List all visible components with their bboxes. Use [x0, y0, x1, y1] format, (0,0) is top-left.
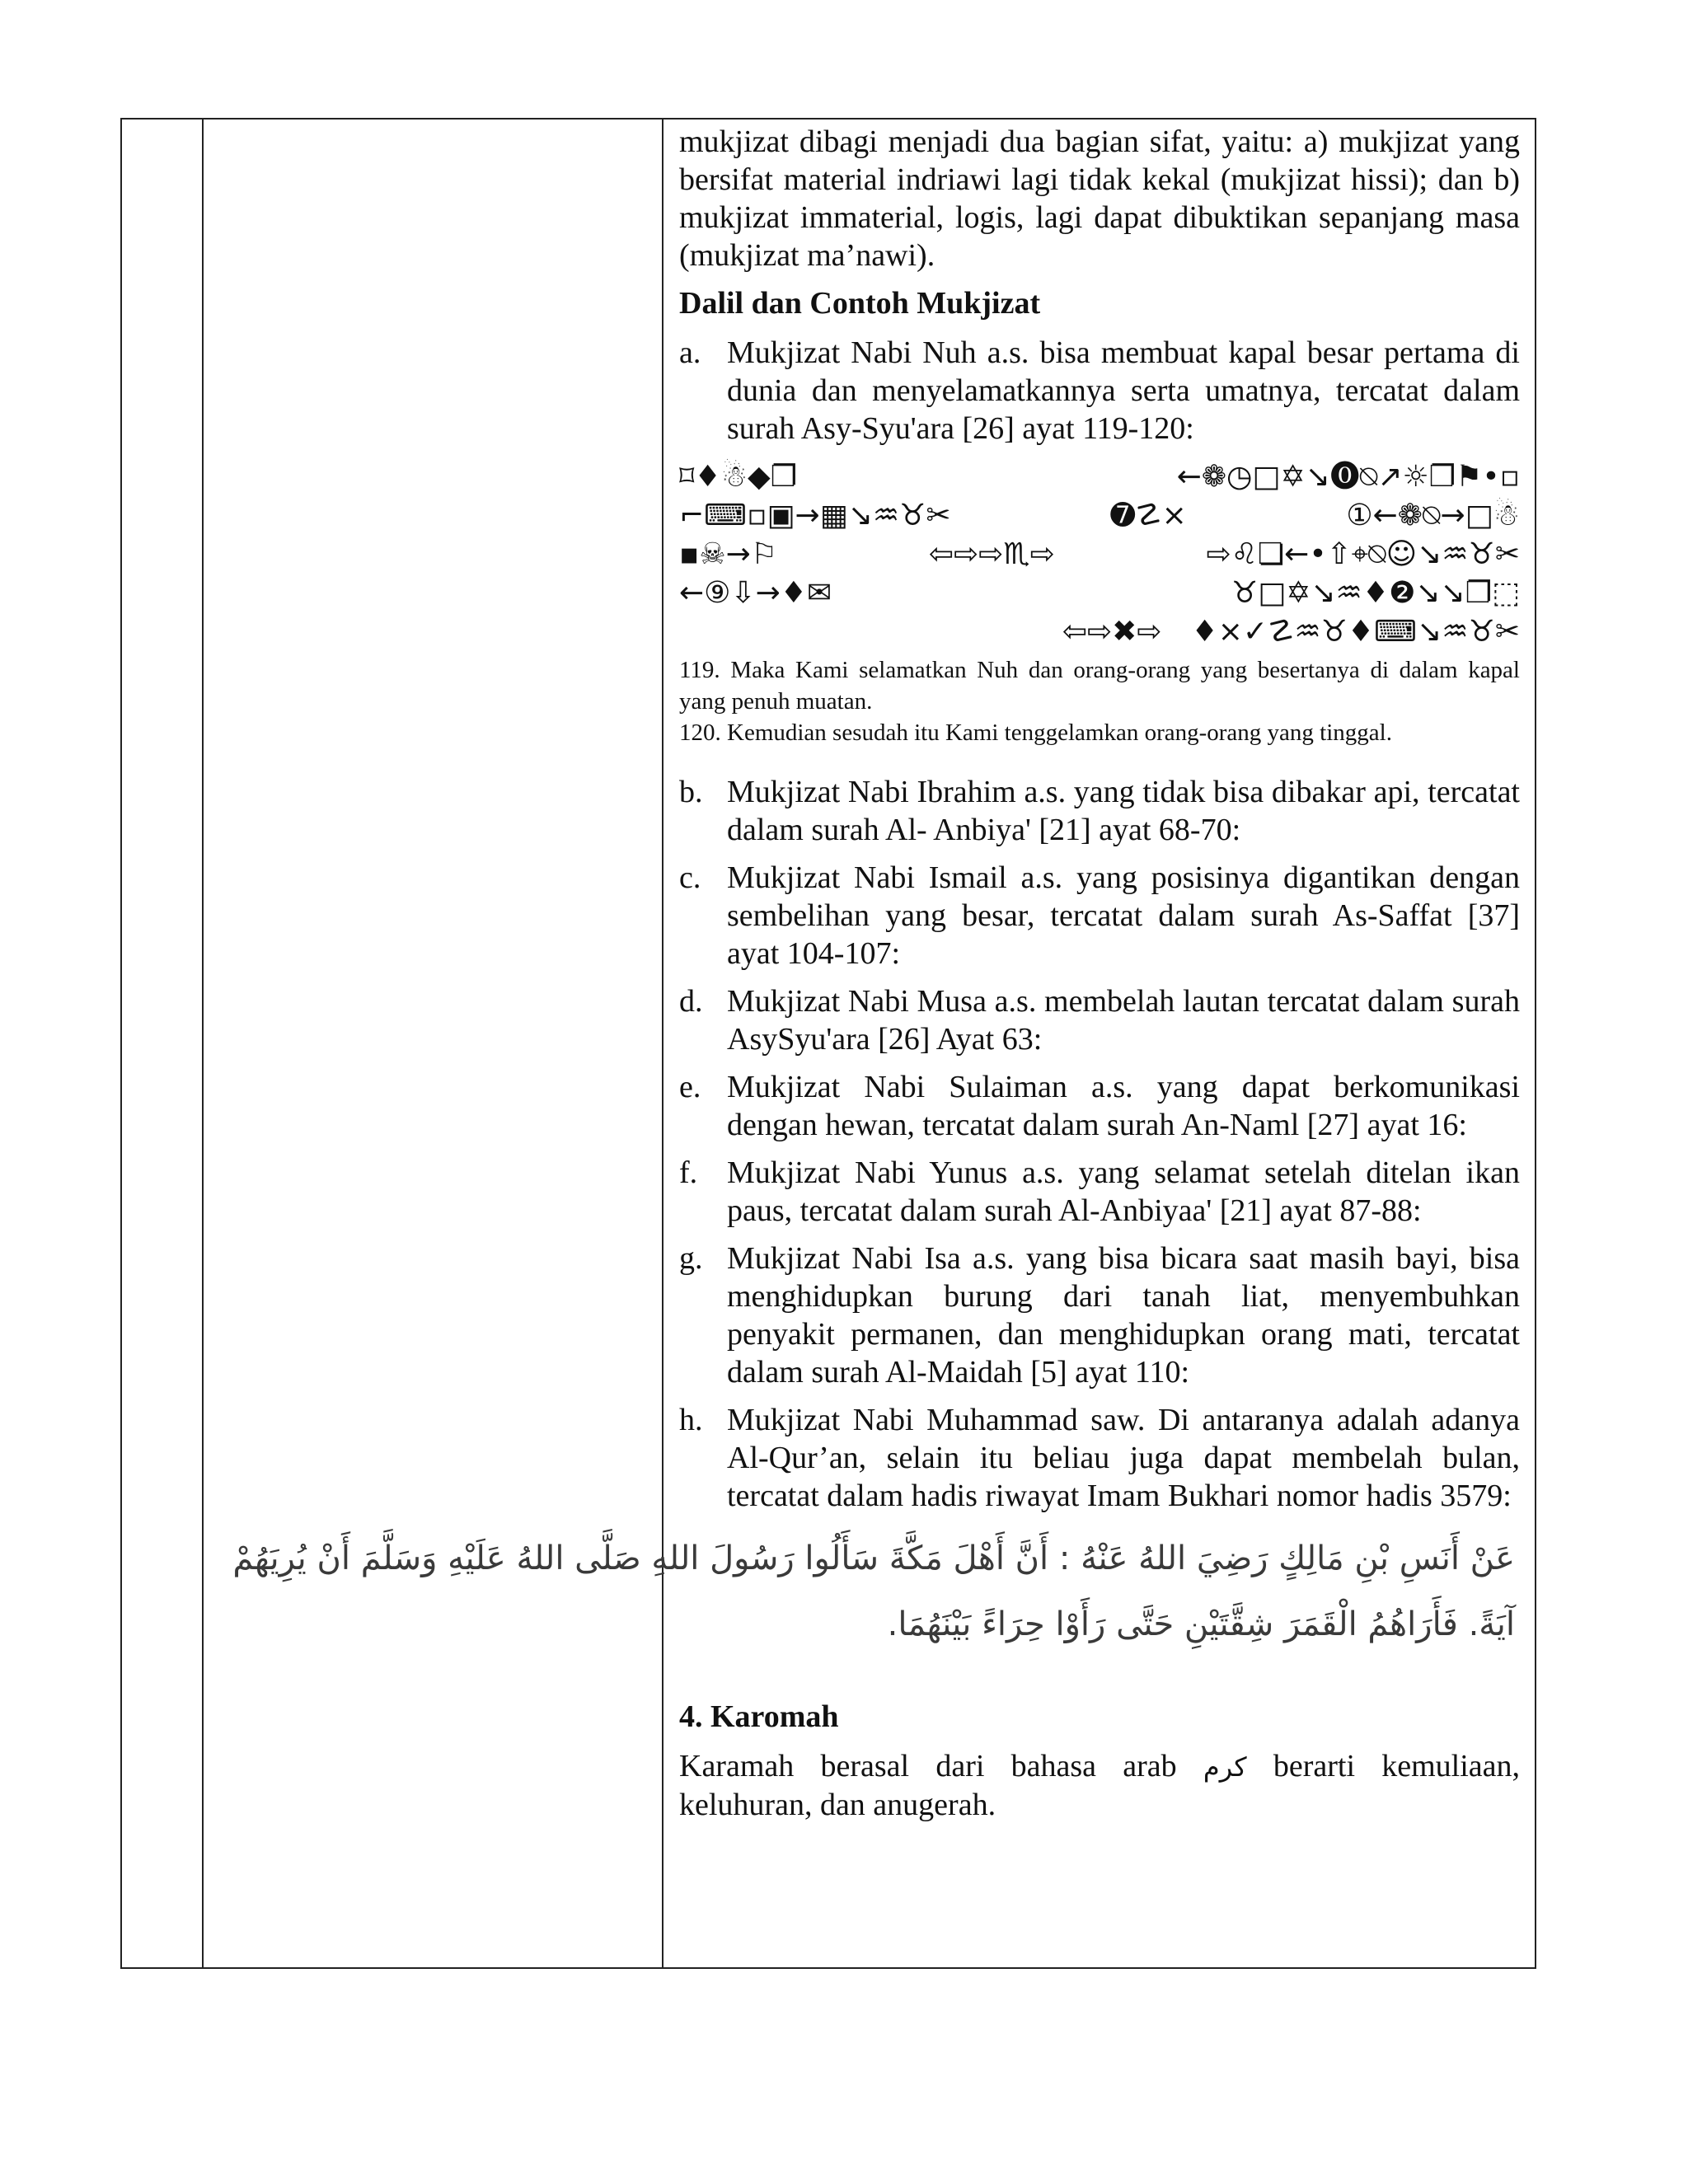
karomah-heading: 4. Karomah — [679, 1699, 839, 1734]
list-marker: b. — [679, 775, 703, 809]
list-item-text: Mukjizat Nabi Ismail a.s. yang posisinya digantikan dengan sembelihan yang besar, tercatat dalam surah As-Saffat [37] ayat 104-107: — [727, 860, 1520, 971]
hadith-line: آيَةً. فَأَرَاهُمُ الْقَمَرَ شِقَّتَيْنِ حَتَّى رَأَوْا حِرَاءً بَيْنَهُمَا. — [887, 1605, 1515, 1643]
karomah-text: Karamah berasal dari bahasa arab — [679, 1749, 1177, 1783]
list-item — [679, 1240, 1520, 1391]
list-item — [679, 773, 1520, 849]
list-marker: a. — [679, 335, 701, 370]
glyph-segment: ⌐⌨▫▣→▦↘♒♉✂ — [679, 499, 951, 532]
list-item-text: Mukjizat Nabi Ibrahim a.s. yang tidak bisa dibakar api, tercatat dalam surah Al- Anbiya' [21] ayat 68-70: — [727, 775, 1520, 847]
karomah-text: berarti kemuliaan, keluhuran, dan anugerah. — [679, 1749, 1521, 1822]
glyph-segment: ⇨♌❏←•⇧⌖⍉☺↘♒♉✂ — [1206, 537, 1520, 571]
list-item-text: Mukjizat Nabi Yunus a.s. yang selamat setelah ditelan ikan paus, tercatat dalam surah Al-Anbiyaa' [21] ayat 87-88: — [727, 1155, 1520, 1228]
list-marker: g. — [679, 1241, 703, 1276]
glyph-segment: ⇦⇨⇨♏⇨ — [928, 537, 1055, 571]
translation-line: 120. Kemudian sesudah itu Kami tenggelamkan orang-orang yang tinggal. — [679, 719, 1392, 746]
list-item — [679, 982, 1520, 1058]
list-item-text: Mukjizat Nabi Nuh a.s. bisa membuat kapal besar pertama di dunia dan menyelamatkannya serta umatnya, tercatat dalam surah Asy-Syu'ara [26] ayat 119-120: — [727, 335, 1520, 446]
glyph-segment: ←⑨⇩→♦✉ — [679, 576, 832, 610]
glyph-line — [679, 496, 1520, 535]
glyph-line — [679, 535, 1520, 574]
list-item-text: Mukjizat Nabi Musa a.s. membelah lautan tercatat dalam surah AsySyu'ara [26] Ayat 63: — [727, 984, 1520, 1057]
list-marker: e. — [679, 1070, 701, 1104]
verse-translation — [679, 654, 1520, 748]
list-item-text: Mukjizat Nabi Isa a.s. yang bisa bicara saat masih bayi, bisa menghidupkan burung dari tanah liat, menyembuhkan penyakit permanen, dan menghidupkan orang mati, tercatat dalam surah Al-Maidah [5] ayat 110: — [727, 1241, 1520, 1390]
intro-paragraph: mukjizat dibagi menjadi dua bagian sifat, yaitu: a) mukjizat yang bersifat material indriawi lagi tidak kekal (mukjizat hissi); dan b) mukjizat immaterial, logis, lagi dapat dibuktikan sepanjang masa (mukjizat ma’nawi). — [679, 124, 1520, 273]
glyph-line — [679, 612, 1520, 651]
hadith-arabic-image — [232, 1533, 1520, 1678]
list-item — [679, 859, 1520, 972]
glyph-segment: ①←❁⍉→□☃ — [1346, 499, 1520, 532]
list-item — [679, 1068, 1520, 1144]
list-marker: h. — [679, 1403, 703, 1437]
list-item-text: Mukjizat Nabi Sulaiman a.s. yang dapat berkomunikasi dengan hewan, tercatat dalam surah An-Naml [27] ayat 16: — [727, 1070, 1520, 1142]
glyph-segment: ←❁◷□✡↘⓿⍉↗☼❐⚑•▫ — [1176, 460, 1520, 494]
document-table — [120, 118, 1536, 1969]
list-item-text: Mukjizat Nabi Muhammad saw. Di antaranya adalah adanya Al-Qur’an, selain itu beliau juga dapat membelah bulan, tercatat dalam hadis riwayat Imam Bukhari nomor hadis 3579: — [727, 1403, 1520, 1513]
list-marker: c. — [679, 860, 701, 895]
list-item — [679, 1401, 1520, 1515]
column-divider — [662, 120, 663, 1967]
column-divider — [202, 120, 204, 1967]
karomah-paragraph — [679, 1747, 1520, 1824]
glyph-segment: ♉□✡↘♒♦❷↘↘❐⬚ — [1231, 576, 1520, 610]
glyph-segment: ⌑♦☃◆❐ — [679, 460, 797, 494]
glyph-segment: ♦×✓☡♒♉♦⌨↘♒♉✂ — [1191, 615, 1520, 649]
quran-verse-glyphs — [679, 457, 1520, 651]
karomah-arabic-word: كرم — [1203, 1751, 1247, 1783]
glyph-segment: ▪☠→⚐ — [679, 537, 778, 571]
hadith-line: عَنْ أَنَسِ بْنِ مَالِكٍ رَضِيَ اللهُ عَنْهُ : أَنَّ أَهْلَ مَكَّةَ سَأَلُوا رَسُولَ اللهِ صَلَّى اللهُ عَلَيْهِ وَسَلَّمَ أَنْ يُرِيَهُمْ — [232, 1540, 1515, 1577]
glyph-segment: ➐☡× — [1110, 499, 1187, 532]
list-item — [679, 1154, 1520, 1230]
list-marker: d. — [679, 984, 703, 1019]
list-item — [679, 334, 1520, 448]
content-cell — [232, 123, 1521, 1824]
glyph-line — [679, 457, 1520, 496]
translation-line: 119. Maka Kami selamatkan Nuh dan orang-orang yang besertanya di dalam kapal yang penuh muatan. — [679, 657, 1520, 715]
list-marker: f. — [679, 1155, 698, 1190]
glyph-segment: ⇦⇨✖⇨ — [1062, 615, 1162, 649]
glyph-line — [679, 574, 1520, 612]
section-heading: Dalil dan Contoh Mukjizat — [679, 286, 1041, 321]
